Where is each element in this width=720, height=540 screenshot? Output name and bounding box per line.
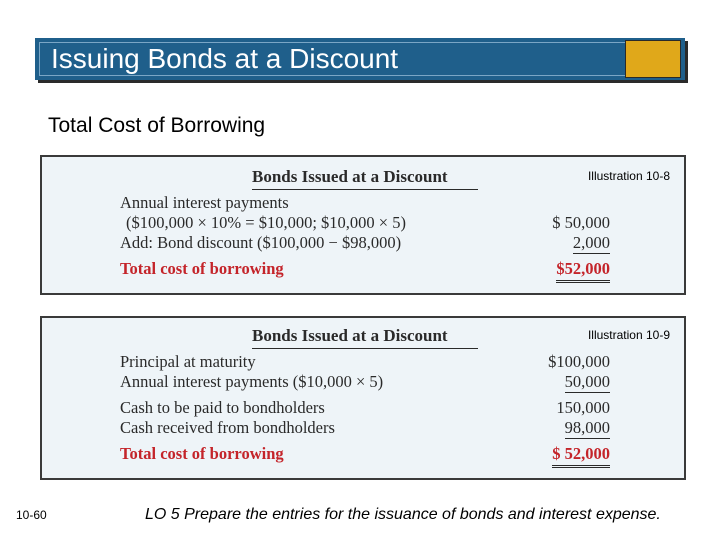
panel-heading: Bonds Issued at a Discount <box>252 167 478 190</box>
subtitle: Total Cost of Borrowing <box>48 114 266 137</box>
row-amount: $100,000 <box>548 352 610 371</box>
slide-title: Issuing Bonds at a Discount <box>51 43 399 74</box>
row-amount: $52,000 <box>556 259 610 283</box>
row-amount: 2,000 <box>572 233 610 252</box>
table-row <box>120 398 610 418</box>
row-label: Annual interest payments <box>120 193 289 212</box>
total-row <box>120 444 610 464</box>
table-row <box>120 233 610 253</box>
row-label: ($100,000 × 10% = $10,000; $10,000 × 5) <box>126 213 406 232</box>
row-amount: 50,000 <box>564 372 610 391</box>
illustration-panel-10-9 <box>40 316 686 480</box>
row-amount: $ 50,000 <box>552 213 610 232</box>
illustration-label: Illustration 10-8 <box>587 169 670 183</box>
table-row <box>120 213 610 233</box>
row-label: Annual interest payments ($10,000 × 5) <box>120 372 384 391</box>
learning-objective: LO 5 Prepare the entries for the issuance of bonds and interest expense. <box>145 506 661 523</box>
accent-box <box>625 40 681 78</box>
table-row <box>120 418 610 438</box>
row-label: Cash to be paid to bondholders <box>120 398 325 417</box>
table-row <box>120 372 610 392</box>
row-label: Total cost of borrowing <box>120 259 284 278</box>
row-label: Cash received from bondholders <box>120 418 335 437</box>
total-row <box>120 259 610 279</box>
row-label: Total cost of borrowing <box>120 444 284 463</box>
table-row <box>120 352 610 372</box>
illustration-panel-10-8 <box>40 155 686 295</box>
illustration-label: Illustration 10-9 <box>587 328 670 342</box>
table-row <box>120 193 610 213</box>
row-label: Add: Bond discount ($100,000 − $98,000) <box>120 233 402 252</box>
slide-number: 10-60 <box>16 508 47 522</box>
row-amount: 150,000 <box>556 398 610 417</box>
row-amount: 98,000 <box>564 418 610 437</box>
title-bar <box>35 38 685 80</box>
panel-heading: Bonds Issued at a Discount <box>252 326 478 349</box>
row-label: Principal at maturity <box>120 352 256 371</box>
row-amount: $ 52,000 <box>552 444 610 468</box>
